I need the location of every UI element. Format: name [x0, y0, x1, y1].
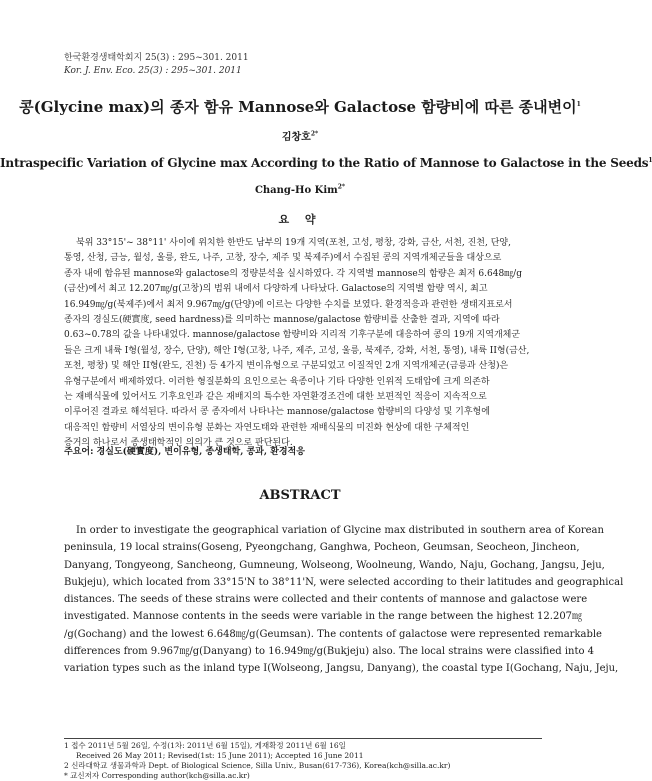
korean-abstract-line: 종자 내에 함유된 mannose와 galactose의 정량분석을 실시하였다. 각 지역별 mannose의 함량은 최저 6.648㎎/g — [64, 268, 522, 279]
paper-title-english-text: Intraspecific Variation of Glycine max According to the Ratio of Mannose to Galactose in the Seeds — [0, 156, 649, 170]
journal-citation — [64, 52, 249, 78]
english-abstract-line: investigated. Mannose contents in the seeds were variable in the range between the highest 12.207㎎ — [64, 611, 583, 623]
english-abstract — [64, 522, 624, 678]
korean-abstract-heading: 요 약 — [278, 213, 322, 226]
english-abstract-line: variation types such as the inland type I(Wolseong, Jangsu, Danyang), the coastal type I(Gochang, Naju, Jeju, — [64, 663, 619, 675]
title-ko-footnote-mark: 1 — [576, 101, 581, 108]
korean-abstract-line: 종자의 경실도(硬實度, seed hardness)를 의미하는 mannose/galactose 함량비를 산출한 결과, 지역에 따라 — [64, 315, 500, 326]
korean-abstract-line: 들은 크게 내륙 I형(월성, 장수, 단양), 해안 I형(고창, 나주, 제주, 고성, 울릉, 북제주, 강화, 서천, 통영), 내륙 II형(금산, — [64, 345, 530, 356]
korean-abstract-line: 북위 33°15'~ 38°11' 사이에 위치한 한반도 남부의 19개 지역(포천, 고성, 평창, 강화, 금산, 서천, 진천, 단양, — [76, 238, 511, 248]
korean-abstract-line: 16.949㎎/g(북제주)에서 최저 9.967㎎/g(단양)에 이르는 다양한 수치를 보였다. 환경적응과 관련한 생태지표로서 — [64, 299, 513, 310]
english-abstract-line: Bukjeju), which located from 33°15'N to 38°11'N, were selected according to their latitudes and geographical — [64, 576, 624, 588]
korean-abstract-line: 대응적인 함량비 서열상의 변이유형 분화는 자연도태와 관련한 재배식물의 미진화 현상에 대한 구체적인 — [64, 422, 470, 433]
korean-abstract-line: (금산)에서 최고 12.207㎎/g(고창)의 범위 내에서 다양하게 나타났다. Galactose의 지역별 함량 역시, 최고 — [64, 284, 488, 295]
keywords: 주요어: 경실도(硬實度), 변이유형, 종생태학, 콩과, 환경적응 — [64, 447, 305, 457]
korean-abstract-line: 유형구분에서 배제하였다. 이러한 형질분화의 요인으로는 육종이나 기타 다양한 인위적 도태압에 크게 의존하 — [64, 376, 490, 387]
paper-title-korean — [0, 96, 600, 117]
footnote-line: 1 접수 2011년 5월 26일, 수정(1차: 2011년 6월 15일), 게재확정 2011년 6월 16일 — [64, 741, 346, 750]
english-abstract-line: In order to investigate the geographical variation of Glycine max distributed in southern area of Korean — [76, 525, 604, 536]
footnote-line: Received 26 May 2011; Revised(1st: 15 June 2011); Accepted 16 June 2011 — [76, 751, 364, 760]
author-korean-name: 김창호 — [281, 132, 311, 143]
title-en-footnote-mark: 1 — [648, 157, 652, 164]
author-korean — [0, 128, 600, 143]
author-ko-footnote-mark: 2* — [310, 130, 319, 138]
korean-abstract-line: 포천, 평창) 및 해안 II형(완도, 진천) 등 4가지 변이유형으로 구분되었고 이질적인 2개 지역개체군(금릉과 산청)은 — [64, 361, 509, 372]
footnotes — [64, 741, 450, 781]
korean-abstract — [64, 236, 542, 452]
footnote-line: 2 신라대학교 생물과학과 Dept. of Biological Science, Silla Univ., Busan(617-736), Korea(kch@silla.ac.kr) — [64, 761, 451, 770]
author-english-name: Chang-Ho Kim — [254, 185, 338, 196]
author-en-footnote-mark: 2* — [337, 183, 346, 191]
korean-abstract-line: 0.63~0.78의 값을 나타내었다. mannose/galactose 함량비와 지리적 기후구분에 대응하여 콩의 19개 지역개체군 — [64, 330, 521, 341]
korean-abstract-line: 통영, 산청, 금능, 월성, 울릉, 완도, 나주, 고창, 장수, 제주 및 북제주)에서 수집된 콩의 지역개체군들을 대상으로 — [64, 253, 502, 264]
english-abstract-line: peninsula, 19 local strains(Goseng, Pyeongchang, Ganghwa, Pocheon, Geumsan, Seocheon, Jincheon, — [64, 542, 580, 554]
english-abstract-heading: ABSTRACT — [259, 488, 341, 503]
journal-citation-ko: 한국환경생태학회지 25(3) : 295~301. 2011 — [64, 53, 249, 63]
english-abstract-line: distances. The seeds of these strains were collected and their contents of mannose and galactose were — [64, 594, 588, 606]
korean-abstract-line: 이루어진 결과로 해석된다. 따라서 콩 종자에서 나타나는 mannose/galactose 함량비의 다양성 및 기후형에 — [64, 407, 490, 418]
english-abstract-line: differences from 9.967㎎/g(Danyang) to 16.949㎎/g(Bukjeju) also. The local strains were classified into 4 — [64, 646, 595, 658]
korean-abstract-line: 는 재배식물에 있어서도 기후요인과 같은 재배지의 특수한 자연환경조건에 대한 보편적인 적응이 지속적으로 — [64, 392, 487, 403]
journal-citation-en: Kor. J. Env. Eco. 25(3) : 295~301. 2011 — [64, 66, 242, 76]
paper-title-english — [0, 156, 652, 170]
footnote-line: * 교신저자 Corresponding author(kch@silla.ac.kr) — [64, 771, 250, 780]
english-abstract-line: /g(Gochang) and the lowest 6.648㎎/g(Geumsan). The contents of galactose were represented remarkable — [64, 628, 602, 640]
english-abstract-line: Danyang, Tongyeong, Sancheong, Gumneung, Wolseong, Woolneung, Wando, Naju, Gochang, Jangsu, Jeju, — [64, 559, 605, 571]
footnote-divider — [64, 738, 542, 739]
korean-abstract-line: 증거의 하나로서 종생태학적인 의의가 큰 것으로 판단된다. — [64, 438, 293, 449]
paper-title-korean-text: 콩(Glycine max)의 종자 함유 Mannose와 Galactose 함량비에 따른 종내변이 — [19, 98, 577, 116]
author-english — [0, 185, 600, 196]
